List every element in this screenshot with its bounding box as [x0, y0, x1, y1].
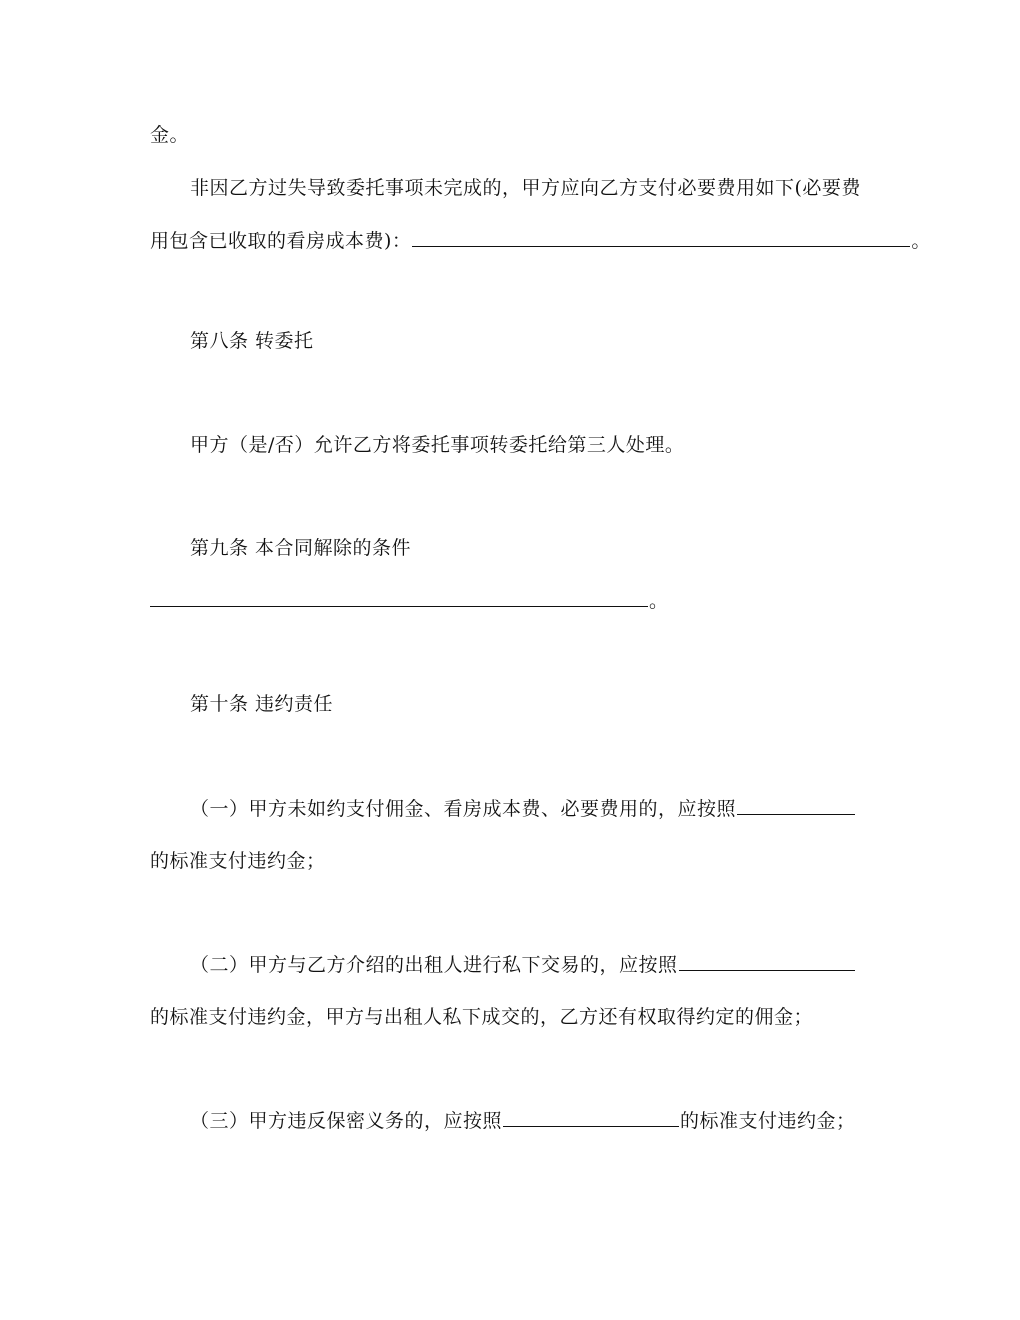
- text-fragment: 。: [649, 590, 669, 612]
- fill-in-blank[interactable]: [503, 1110, 679, 1127]
- text-fragment: （二）甲方与乙方介绍的出租人进行私下交易的，应按照: [190, 954, 678, 976]
- text-line: [190, 953, 856, 977]
- section-heading: 第九条 本合同解除的条件: [190, 537, 412, 559]
- text-line: 的标准支付违约金；: [150, 850, 326, 872]
- section-heading: 第十条 违约责任: [190, 693, 334, 715]
- fill-in-blank[interactable]: [150, 590, 648, 607]
- text-line: [190, 797, 856, 821]
- text-line: [150, 229, 931, 253]
- fill-in-blank[interactable]: [737, 798, 855, 815]
- fill-in-blank[interactable]: [679, 954, 855, 971]
- text-fragment: 的标准支付违约金；: [680, 1110, 856, 1132]
- text-fragment: （一）甲方未如约支付佣金、看房成本费、必要费用的，应按照: [190, 798, 737, 820]
- text-line: [150, 589, 669, 613]
- text-fragment: 用包含已收取的看房成本费)：: [150, 230, 412, 252]
- text-line: 甲方（是/否）允许乙方将委托事项转委托给第三人处理。: [190, 434, 685, 456]
- text-line: [190, 1109, 856, 1133]
- fill-in-blank[interactable]: [412, 230, 910, 247]
- section-heading: 第八条 转委托: [190, 330, 314, 352]
- text-fragment: 。: [911, 230, 931, 252]
- text-line: 的标准支付违约金，甲方与出租人私下成交的，乙方还有权取得约定的佣金；: [150, 1006, 814, 1028]
- text-line: 金。: [150, 124, 190, 146]
- text-line: 非因乙方过失导致委托事项未完成的，甲方应向乙方支付必要费用如下(必要费: [190, 177, 861, 199]
- text-fragment: （三）甲方违反保密义务的，应按照: [190, 1110, 503, 1132]
